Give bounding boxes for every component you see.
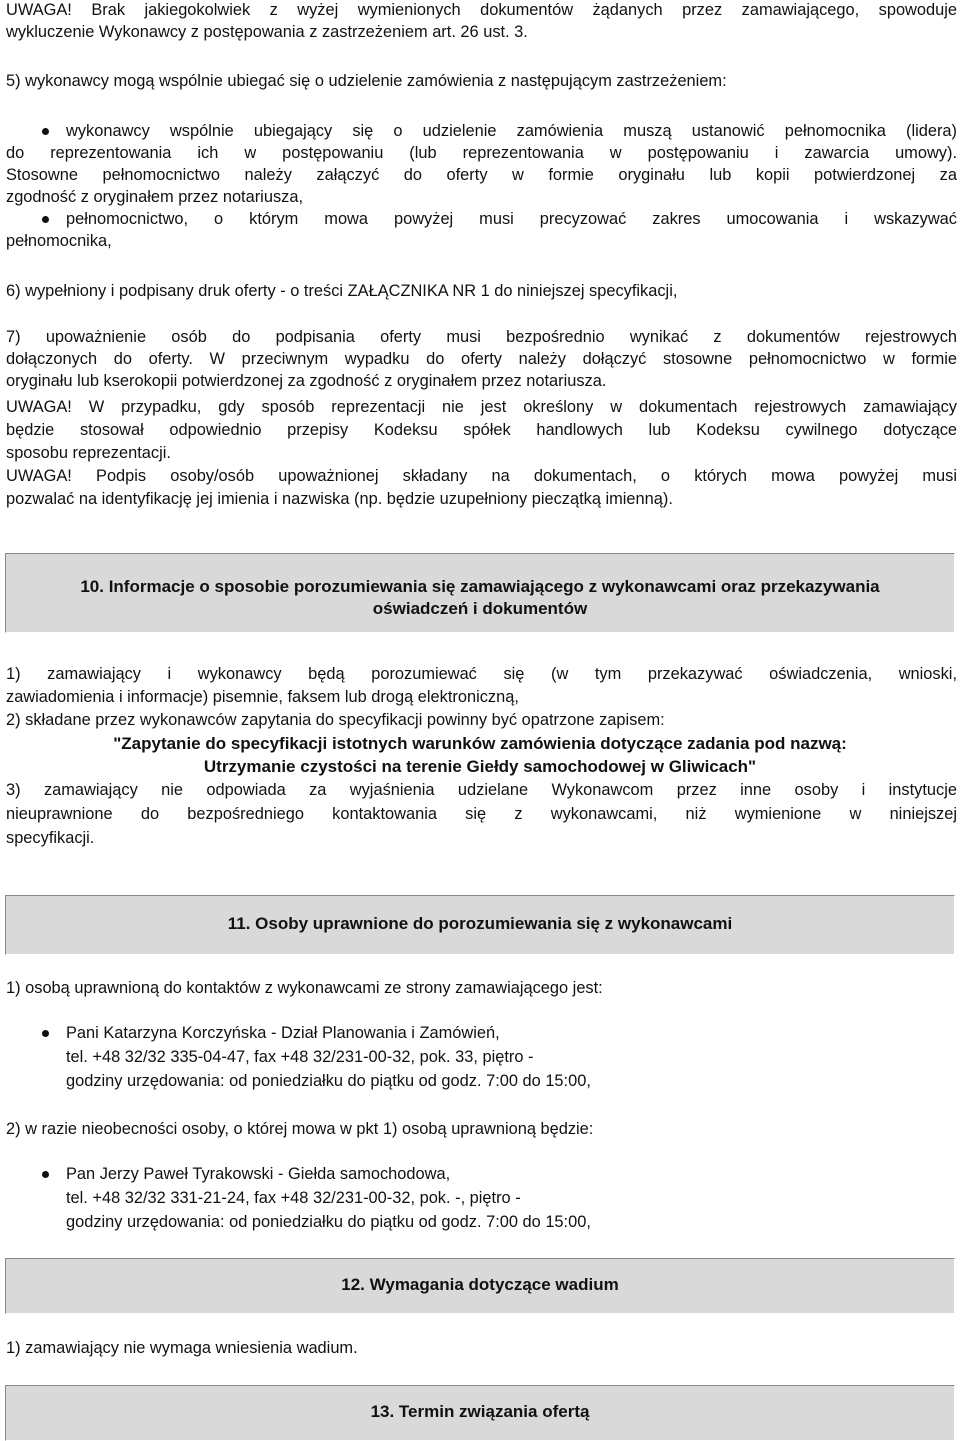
uwaga-line: UWAGA! Brak jakiegokolwiek z wyżej wymienionych dokumentów żądanych przez zamawiającego, spowoduje [6,1,957,19]
section-13-title: 13. Termin związania ofertą [370,1402,590,1421]
uwaga-text: sposobu reprezentacji. [6,444,171,462]
contact-name: Pan Jerzy Paweł Tyrakowski - Giełda samochodowa, [66,1165,451,1183]
item-7-text: oryginału lub kserokopii potwierdzonej za zgodność z oryginałem przez notariusza. [6,372,607,390]
contact-phone: tel. +48 32/32 331-21-24, fax +48 32/231-00-32, pok. -, piętro - [66,1189,521,1207]
item-7-text: 7) upoważnienie osób do podpisania oferty musi bezpośrednio wynikać z dokumentów rejestrowych [6,328,957,346]
bullet-icon [42,128,49,135]
section-11-title: 11. Osoby uprawnione do porozumiewania się z wykonawcami [227,914,733,933]
section-10-paragraph: 2) składane przez wykonawców zapytania do specyfikacji powinny być opatrzone zapisem: [6,711,665,729]
quote-text: Utrzymanie czystości na terenie Giełdy samochodowej w Gliwicach" [203,757,757,776]
item-7-text: dołączonych do oferty. W przeciwnym wypadku do oferty należy dołączyć stosowne pełnomocnictwo w formie [6,350,957,368]
section-10-paragraph: nieuprawnione do bezpośredniego kontaktowania się z wykonawcami, niż wymienione w niniejszej [6,805,957,823]
uwaga-text: będzie stosował odpowiednio przepisy Kodeksu spółek handlowych lub Kodeksu cywilnego dotyczące [6,421,957,439]
note-text: Stosowne pełnomocnictwo należy załączyć do oferty w formie oryginału lub kopii potwierdzonej za [6,166,957,184]
uwaga-line: wykluczenie Wykonawcy z postępowania z zastrzeżeniem art. 26 ust. 3. [6,23,528,41]
section-11-paragraph: 2) w razie nieobecności osoby, o której mowa w pkt 1) osobą uprawnioną będzie: [6,1120,594,1138]
item-6-text: 6) wypełniony i podpisany druk oferty - o treści ZAŁĄCZNIKA NR 1 do niniejszej specyfikacji, [6,282,678,300]
section-12-paragraph: 1) zamawiający nie wymaga wniesienia wadium. [6,1339,358,1357]
section-10-paragraph: zawiadomienia i informacje) pisemnie, faksem lub drogą elektroniczną, [6,688,519,706]
item-5-heading: 5) wykonawcy mogą wspólnie ubiegać się o udzielenie zamówienia z następującym zastrzeżeniem: [6,72,727,90]
note-text: zgodność z oryginałem przez notariusza, [6,188,304,206]
section-12-title: 12. Wymagania dotyczące wadium [341,1275,619,1294]
uwaga-text: pozwalać na identyfikację jej imienia i nazwiska (np. będzie uzupełniony pieczątką imienną). [6,490,673,508]
bullet-icon [42,1171,49,1178]
quote-text: "Zapytanie do specyfikacji istotnych warunków zamówienia dotyczące zadania pod nazwą: [113,734,847,753]
list-item-text: pełnomocnika, [6,232,112,250]
uwaga-text: UWAGA! Podpis osoby/osób upoważnionej składany na dokumentach, o których mowa powyżej musi [6,467,957,485]
uwaga-text: UWAGA! W przypadku, gdy sposób reprezentacji nie jest określony w dokumentach rejestrowych zamawiający [6,398,957,416]
section-10-paragraph: specyfikacji. [6,829,95,847]
contact-hours: godziny urzędowania: od poniedziałku do piątku od godz. 7:00 do 15:00, [66,1072,591,1090]
section-11-paragraph: 1) osobą uprawnioną do kontaktów z wykonawcami ze strony zamawiającego jest: [6,979,603,997]
section-10-paragraph: 3) zamawiający nie odpowiada za wyjaśnienia udzielane Wykonawcom przez inne osoby i instytucje [6,781,957,799]
list-item-text: pełnomocnictwo, o którym mowa powyżej musi precyzować zakres umocowania i wskazywać [66,210,957,228]
contact-name: Pani Katarzyna Korczyńska - Dział Planowania i Zamówień, [66,1024,500,1042]
section-10-title: oświadczeń i dokumentów [372,599,588,618]
section-10-title: 10. Informacje o sposobie porozumiewania się zamawiającego z wykonawcami oraz przekazywania [80,577,880,596]
list-item-text: do reprezentowania ich w postępowaniu (lub reprezentowania w postępowaniu i zawarcia umowy). [6,144,957,162]
bullet-icon [42,1030,49,1037]
section-10-paragraph: 1) zamawiający i wykonawcy będą porozumiewać się (w tym przekazywać oświadczenia, wnioski, [6,665,957,683]
contact-hours: godziny urzędowania: od poniedziałku do piątku od godz. 7:00 do 15:00, [66,1213,591,1231]
contact-phone: tel. +48 32/32 335-04-47, fax +48 32/231-00-32, pok. 33, piętro - [66,1048,534,1066]
bullet-icon [42,216,49,223]
list-item-text: wykonawcy wspólnie ubiegający się o udzielenie zamówienia muszą ustanowić pełnomocnika (lidera) [66,122,957,140]
